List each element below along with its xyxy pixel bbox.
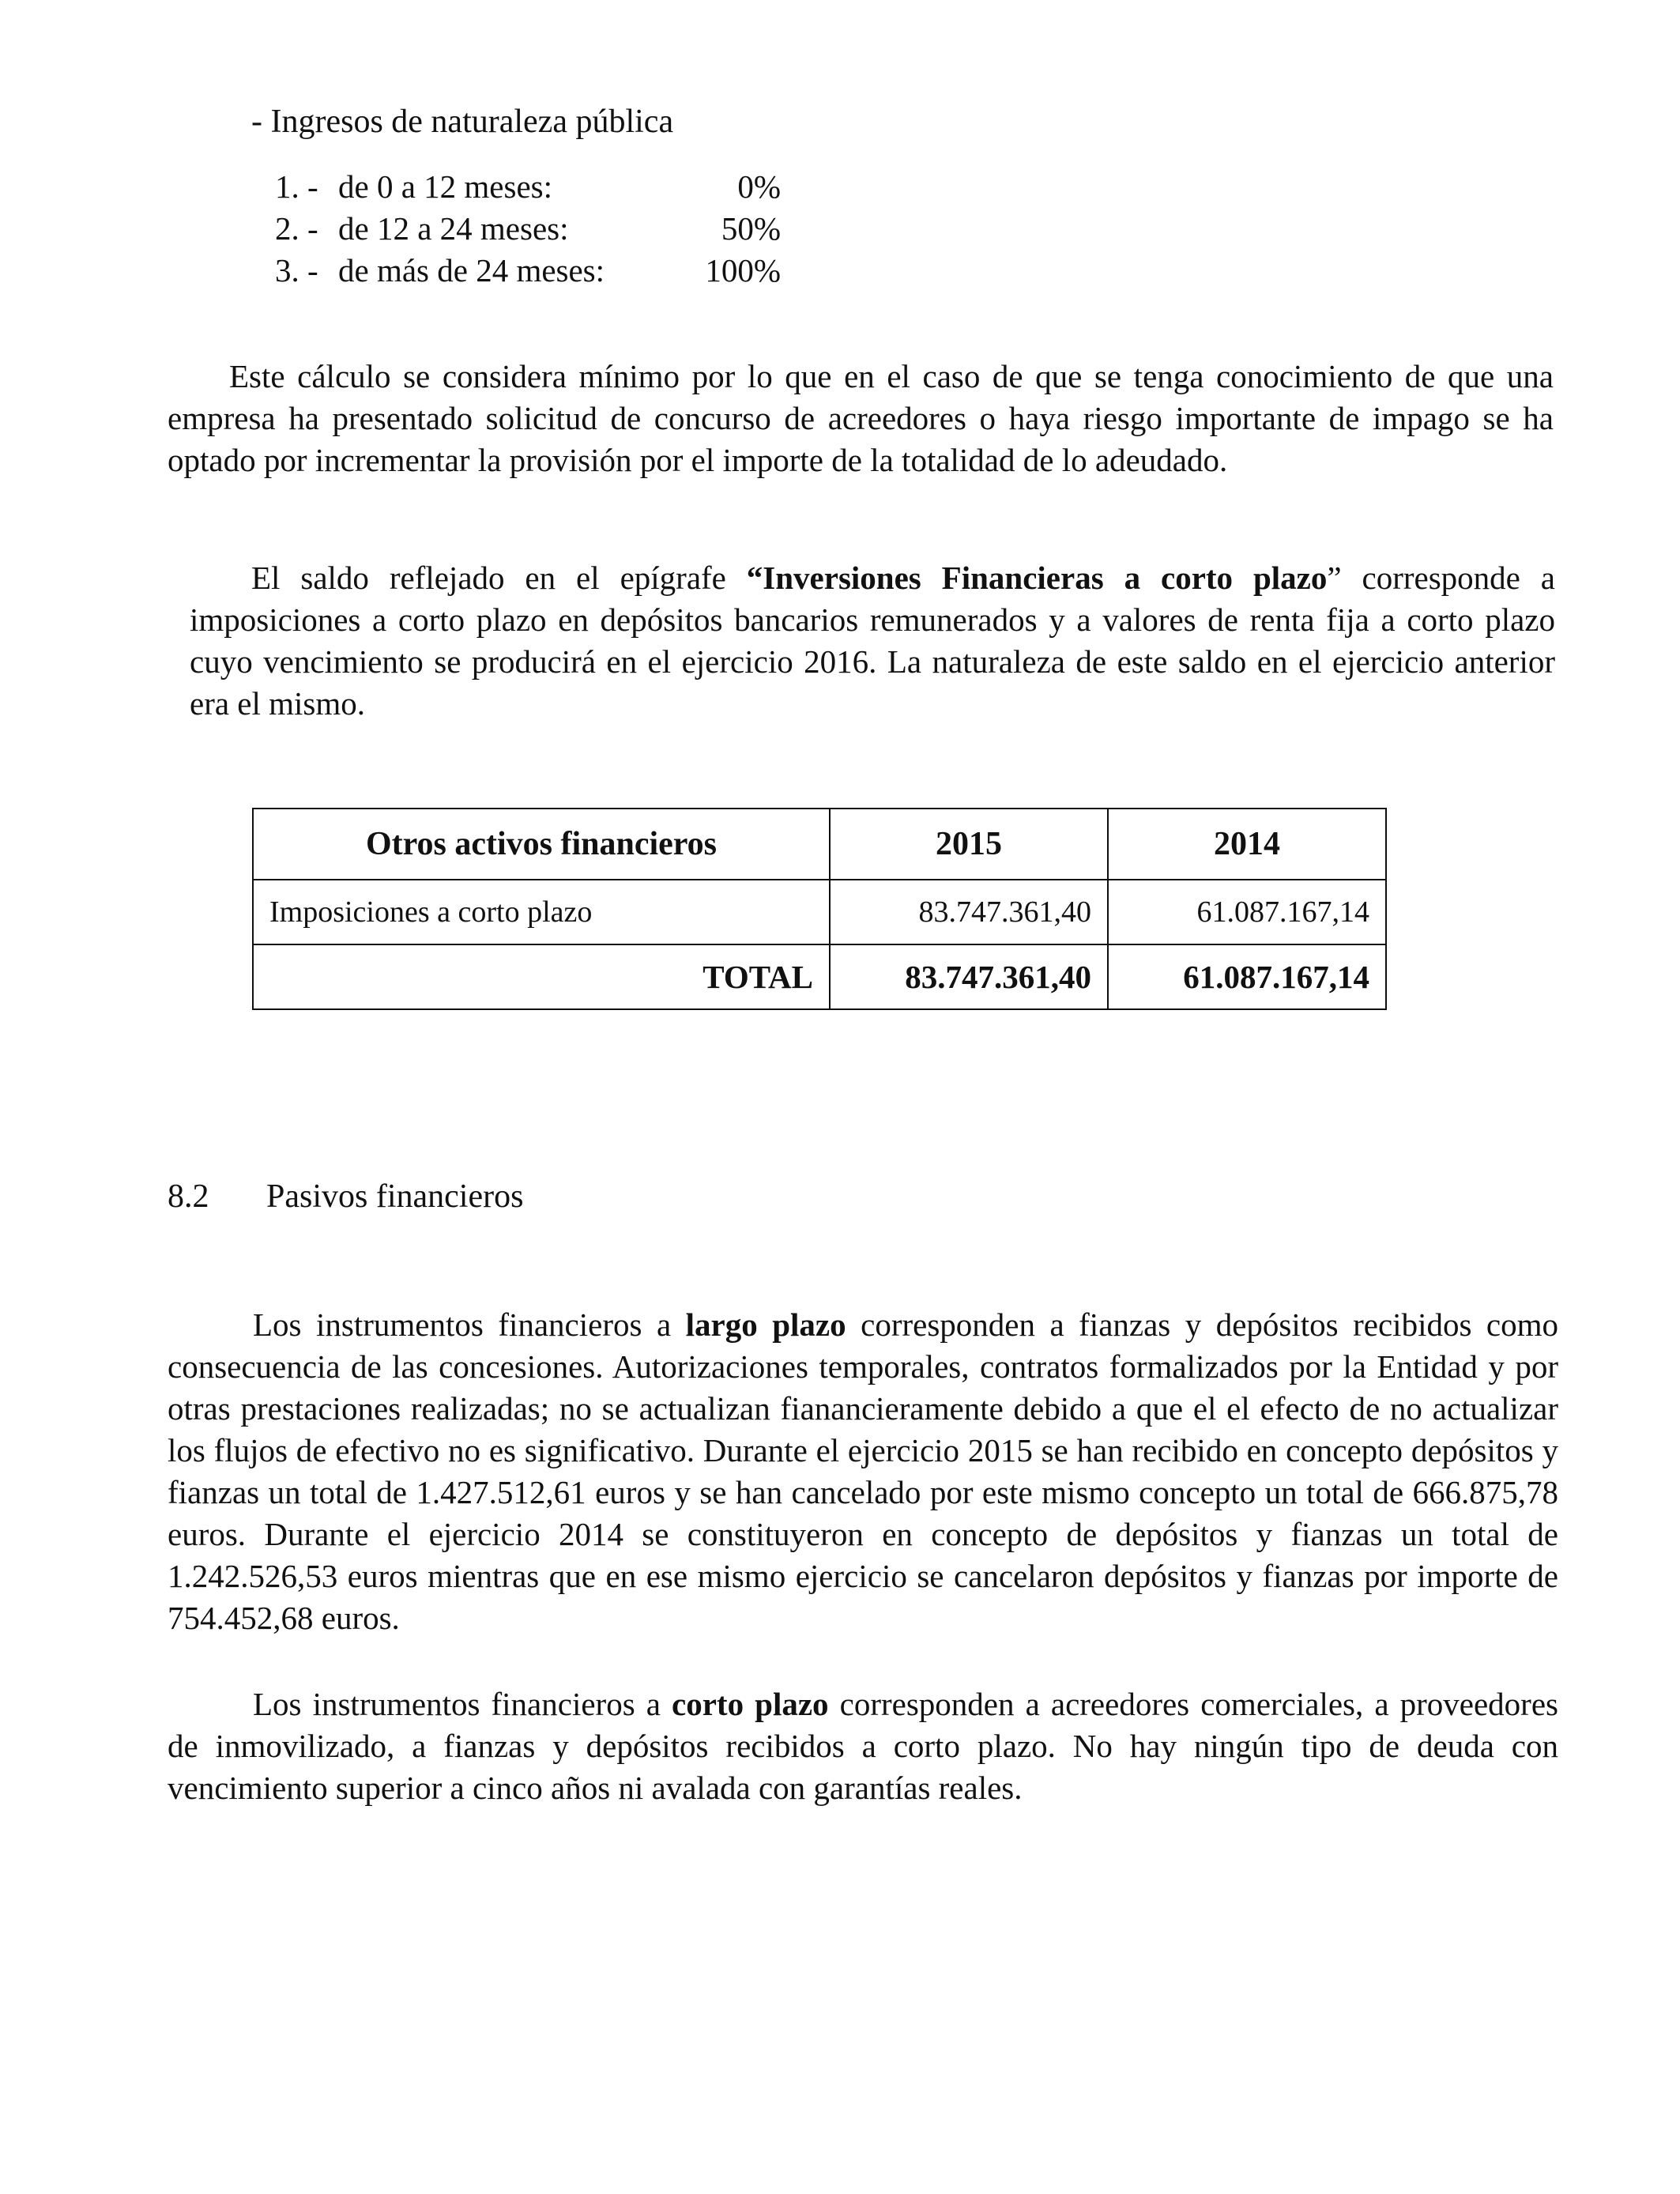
ingresos-row-3 <box>275 251 781 292</box>
ingresos-row-label: de 0 a 12 meses: <box>338 168 552 205</box>
table-cell-2015: 83.747.361,40 <box>830 880 1108 944</box>
ingresos-row-2 <box>275 209 781 251</box>
paragraph-inversiones-bold: “Inversiones Financieras a corto plazo <box>746 560 1328 596</box>
table-header-row <box>253 809 1386 880</box>
section-title: Pasivos financieros <box>266 1178 524 1215</box>
table-total-label: TOTAL <box>253 944 830 1009</box>
paragraph-corto-post: corresponden a acreedores comerciales, a proveedores de inmovilizado, a fianzas y depósitos recibidos a corto plazo. No hay ningún tipo de deuda con vencimiento superior a cinco años ni avalada con garantías reales. <box>168 1686 1558 1806</box>
paragraph-calculo <box>168 356 1554 481</box>
table-total-2015: 83.747.361,40 <box>830 944 1108 1009</box>
section-number: 8.2 <box>168 1178 209 1215</box>
table-header-2015: 2015 <box>830 809 1108 880</box>
table-header-concept: Otros activos financieros <box>253 809 830 880</box>
paragraph-corto-pre: Los instrumentos financieros a <box>253 1686 672 1722</box>
paragraph-largo-pre: Los instrumentos financieros a <box>253 1306 686 1343</box>
otros-activos-table <box>252 808 1387 1010</box>
table-cell-label: Imposiciones a corto plazo <box>253 880 830 944</box>
ingresos-heading: - Ingresos de naturaleza pública <box>251 104 674 140</box>
paragraph-largo-post: corresponden a fianzas y depósitos recibidos como consecuencia de las concesiones. Autorizaciones temporales, contratos formalizados por la Entidad y por otras prestaciones realizadas; no se actualizan fianancieramente debido a que el el efecto de no actualizar los flujos de efectivo no es significativo. Durante el ejercicio 2015 se han recibido en concepto depósitos y fianzas un total de 1.427.512,61 euros y se han cancelado por este mismo concepto un total de 666.875,78 euros. Durante el ejercicio 2014 se constituyeron en concepto de depósitos y fianzas un total de 1.242.526,53 euros mientras que en ese mismo ejercicio se cancelaron depósitos y fianzas por importe de 754.452,68 euros. <box>168 1306 1558 1636</box>
ingresos-row-label: de más de 24 meses: <box>338 252 605 288</box>
paragraph-corto-bold: corto plazo <box>672 1686 829 1722</box>
ingresos-row-number: 1. - <box>275 168 318 205</box>
table-total-2014: 61.087.167,14 <box>1108 944 1386 1009</box>
paragraph-largo-bold: largo plazo <box>685 1306 846 1343</box>
section-heading <box>168 1178 523 1216</box>
table-header-2014: 2014 <box>1108 809 1386 880</box>
ingresos-row-percent: 100% <box>705 252 781 288</box>
ingresos-row-label: de 12 a 24 meses: <box>338 210 569 247</box>
paragraph-inversiones-pre: El saldo reflejado en el epígrafe <box>251 560 747 596</box>
ingresos-row-1 <box>275 168 781 209</box>
ingresos-row-number: 3. - <box>275 252 318 288</box>
paragraph-corto-plazo <box>168 1683 1558 1809</box>
ingresos-row-percent: 0% <box>737 168 781 205</box>
paragraph-inversiones <box>190 557 1555 725</box>
ingresos-row-percent: 50% <box>721 210 781 247</box>
ingresos-row-number: 2. - <box>275 210 318 247</box>
table-row <box>253 880 1386 944</box>
table-cell-2014: 61.087.167,14 <box>1108 880 1386 944</box>
paragraph-largo-plazo <box>168 1304 1558 1639</box>
paragraph-inversiones-post: ” corresponde a imposiciones a corto plazo en depósitos bancarios remunerados y a valores de renta fija a corto plazo cuyo vencimiento se producirá en el ejercicio 2016. La naturaleza de este saldo en el ejercicio anterior era el mismo. <box>190 560 1555 722</box>
table-total-row <box>253 944 1386 1009</box>
paragraph-calculo-text: Este cálculo se considera mínimo por lo que en el caso de que se tenga conocimiento de que una empresa ha presentado solicitud de concurso de acreedores o haya riesgo importante de impago se ha optado por incrementar la provisión por el importe de la totalidad de lo adeudado. <box>168 358 1554 478</box>
